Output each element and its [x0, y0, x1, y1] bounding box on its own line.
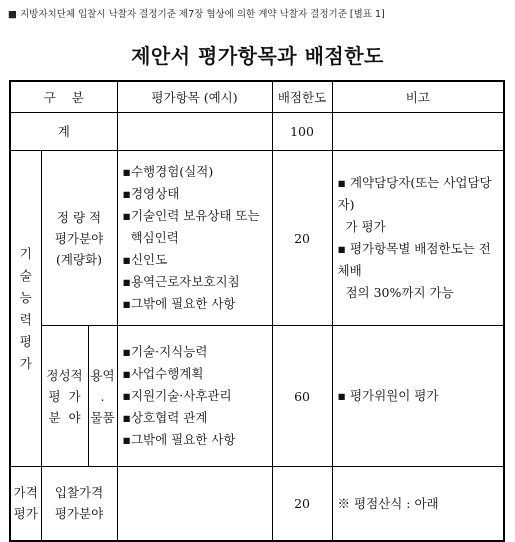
- price-remarks: ※ 평점산식 : 아래: [332, 467, 504, 541]
- header-remarks: 비고: [332, 81, 504, 113]
- price-label-line1: 입찰가격: [54, 485, 104, 501]
- price-group-line1: 가격: [13, 485, 38, 501]
- tech-group-char: 술: [19, 267, 32, 283]
- price-group-line2: 평가: [13, 506, 38, 522]
- total-score: 100: [272, 113, 332, 151]
- qual-sub-line3: 물품: [90, 409, 115, 425]
- total-items-empty: [117, 113, 272, 151]
- qual-label-line2: 평 가: [48, 388, 81, 404]
- tech-group-char: 기: [19, 245, 32, 261]
- remark-line: 가 평가: [337, 219, 386, 234]
- price-score: 20: [272, 467, 332, 541]
- list-item: ▪기술인력 보유상태 또는: [122, 208, 260, 223]
- total-row: [10, 113, 504, 151]
- quant-score: 20: [272, 151, 332, 326]
- tech-group-char: 가: [19, 355, 32, 371]
- header-division: 구 분: [10, 81, 117, 113]
- qual-row: [10, 326, 504, 467]
- tech-group-char: 력: [19, 311, 32, 327]
- remark-line: 점의 30%까지 가능: [337, 285, 454, 300]
- remark-line: ▪ 계약담당자(또는 사업담당자): [337, 175, 492, 212]
- tech-group-text: [11, 243, 41, 375]
- list-item: ▪사업수행계획: [122, 366, 204, 381]
- list-item: ▪용역근로자보호지침: [122, 274, 240, 289]
- tech-group-char: 평: [19, 333, 32, 349]
- remark-line: ▪ 평가위원이 평가: [337, 388, 439, 403]
- quant-label-line3: (계량화): [56, 251, 102, 267]
- price-row: [10, 467, 504, 541]
- list-item: ▪지원기술·사후관리: [122, 388, 232, 403]
- qual-sub-line1: 용역: [90, 367, 115, 383]
- header-score: 배점한도: [272, 81, 332, 113]
- quant-row: [10, 151, 504, 326]
- list-item: 핵심인력: [122, 230, 179, 245]
- price-items-empty: [117, 467, 272, 541]
- qual-label-line3: 분 야: [48, 409, 81, 425]
- table-header-row: [10, 81, 504, 113]
- total-remarks-empty: [332, 113, 504, 151]
- qual-sublabel: [88, 326, 117, 467]
- list-item: ▪신인도: [122, 252, 168, 267]
- list-item: ▪상호협력 관계: [122, 410, 208, 425]
- total-label: 계: [10, 113, 117, 151]
- qual-label-line1: 정성적: [46, 367, 83, 383]
- list-item: ▪그밖에 필요한 사항: [122, 432, 236, 447]
- price-group-label: [10, 467, 41, 541]
- qual-score: 60: [272, 326, 332, 467]
- remark-line: ▪ 평가항목별 배점한도는 전체배: [337, 241, 491, 278]
- header-items: 평가항목 (예시): [117, 81, 272, 113]
- list-item: ▪수행경험(실적): [122, 164, 214, 179]
- list-item: ▪기술·지식능력: [122, 344, 208, 359]
- quant-items: [117, 151, 272, 326]
- list-item: ▪그밖에 필요한 사항: [122, 296, 236, 311]
- tech-group-char: 능: [19, 289, 32, 305]
- qual-items: [117, 326, 272, 467]
- document-header-line: ■ 지방자치단체 입찰시 낙찰자 결정기준 제7장 협상에 의한 계약 낙찰자 결정기준 [별표 1]: [8, 9, 385, 20]
- quant-label-line2: 평가분야: [54, 230, 104, 246]
- price-label-line2: 평가분야: [54, 506, 104, 522]
- quant-label: [41, 151, 117, 326]
- list-item: ▪경영상태: [122, 186, 180, 201]
- qual-sub-line2: .: [100, 388, 105, 404]
- evaluation-table: [9, 80, 505, 542]
- tech-group-label: [10, 151, 41, 467]
- page-title: 제안서 평가항목과 배점한도: [131, 44, 384, 68]
- price-label: [41, 467, 117, 541]
- qual-label: [41, 326, 88, 467]
- quant-label-line1: 정 량 적: [56, 209, 102, 225]
- qual-remarks: [332, 326, 504, 467]
- quant-remarks: [332, 151, 504, 326]
